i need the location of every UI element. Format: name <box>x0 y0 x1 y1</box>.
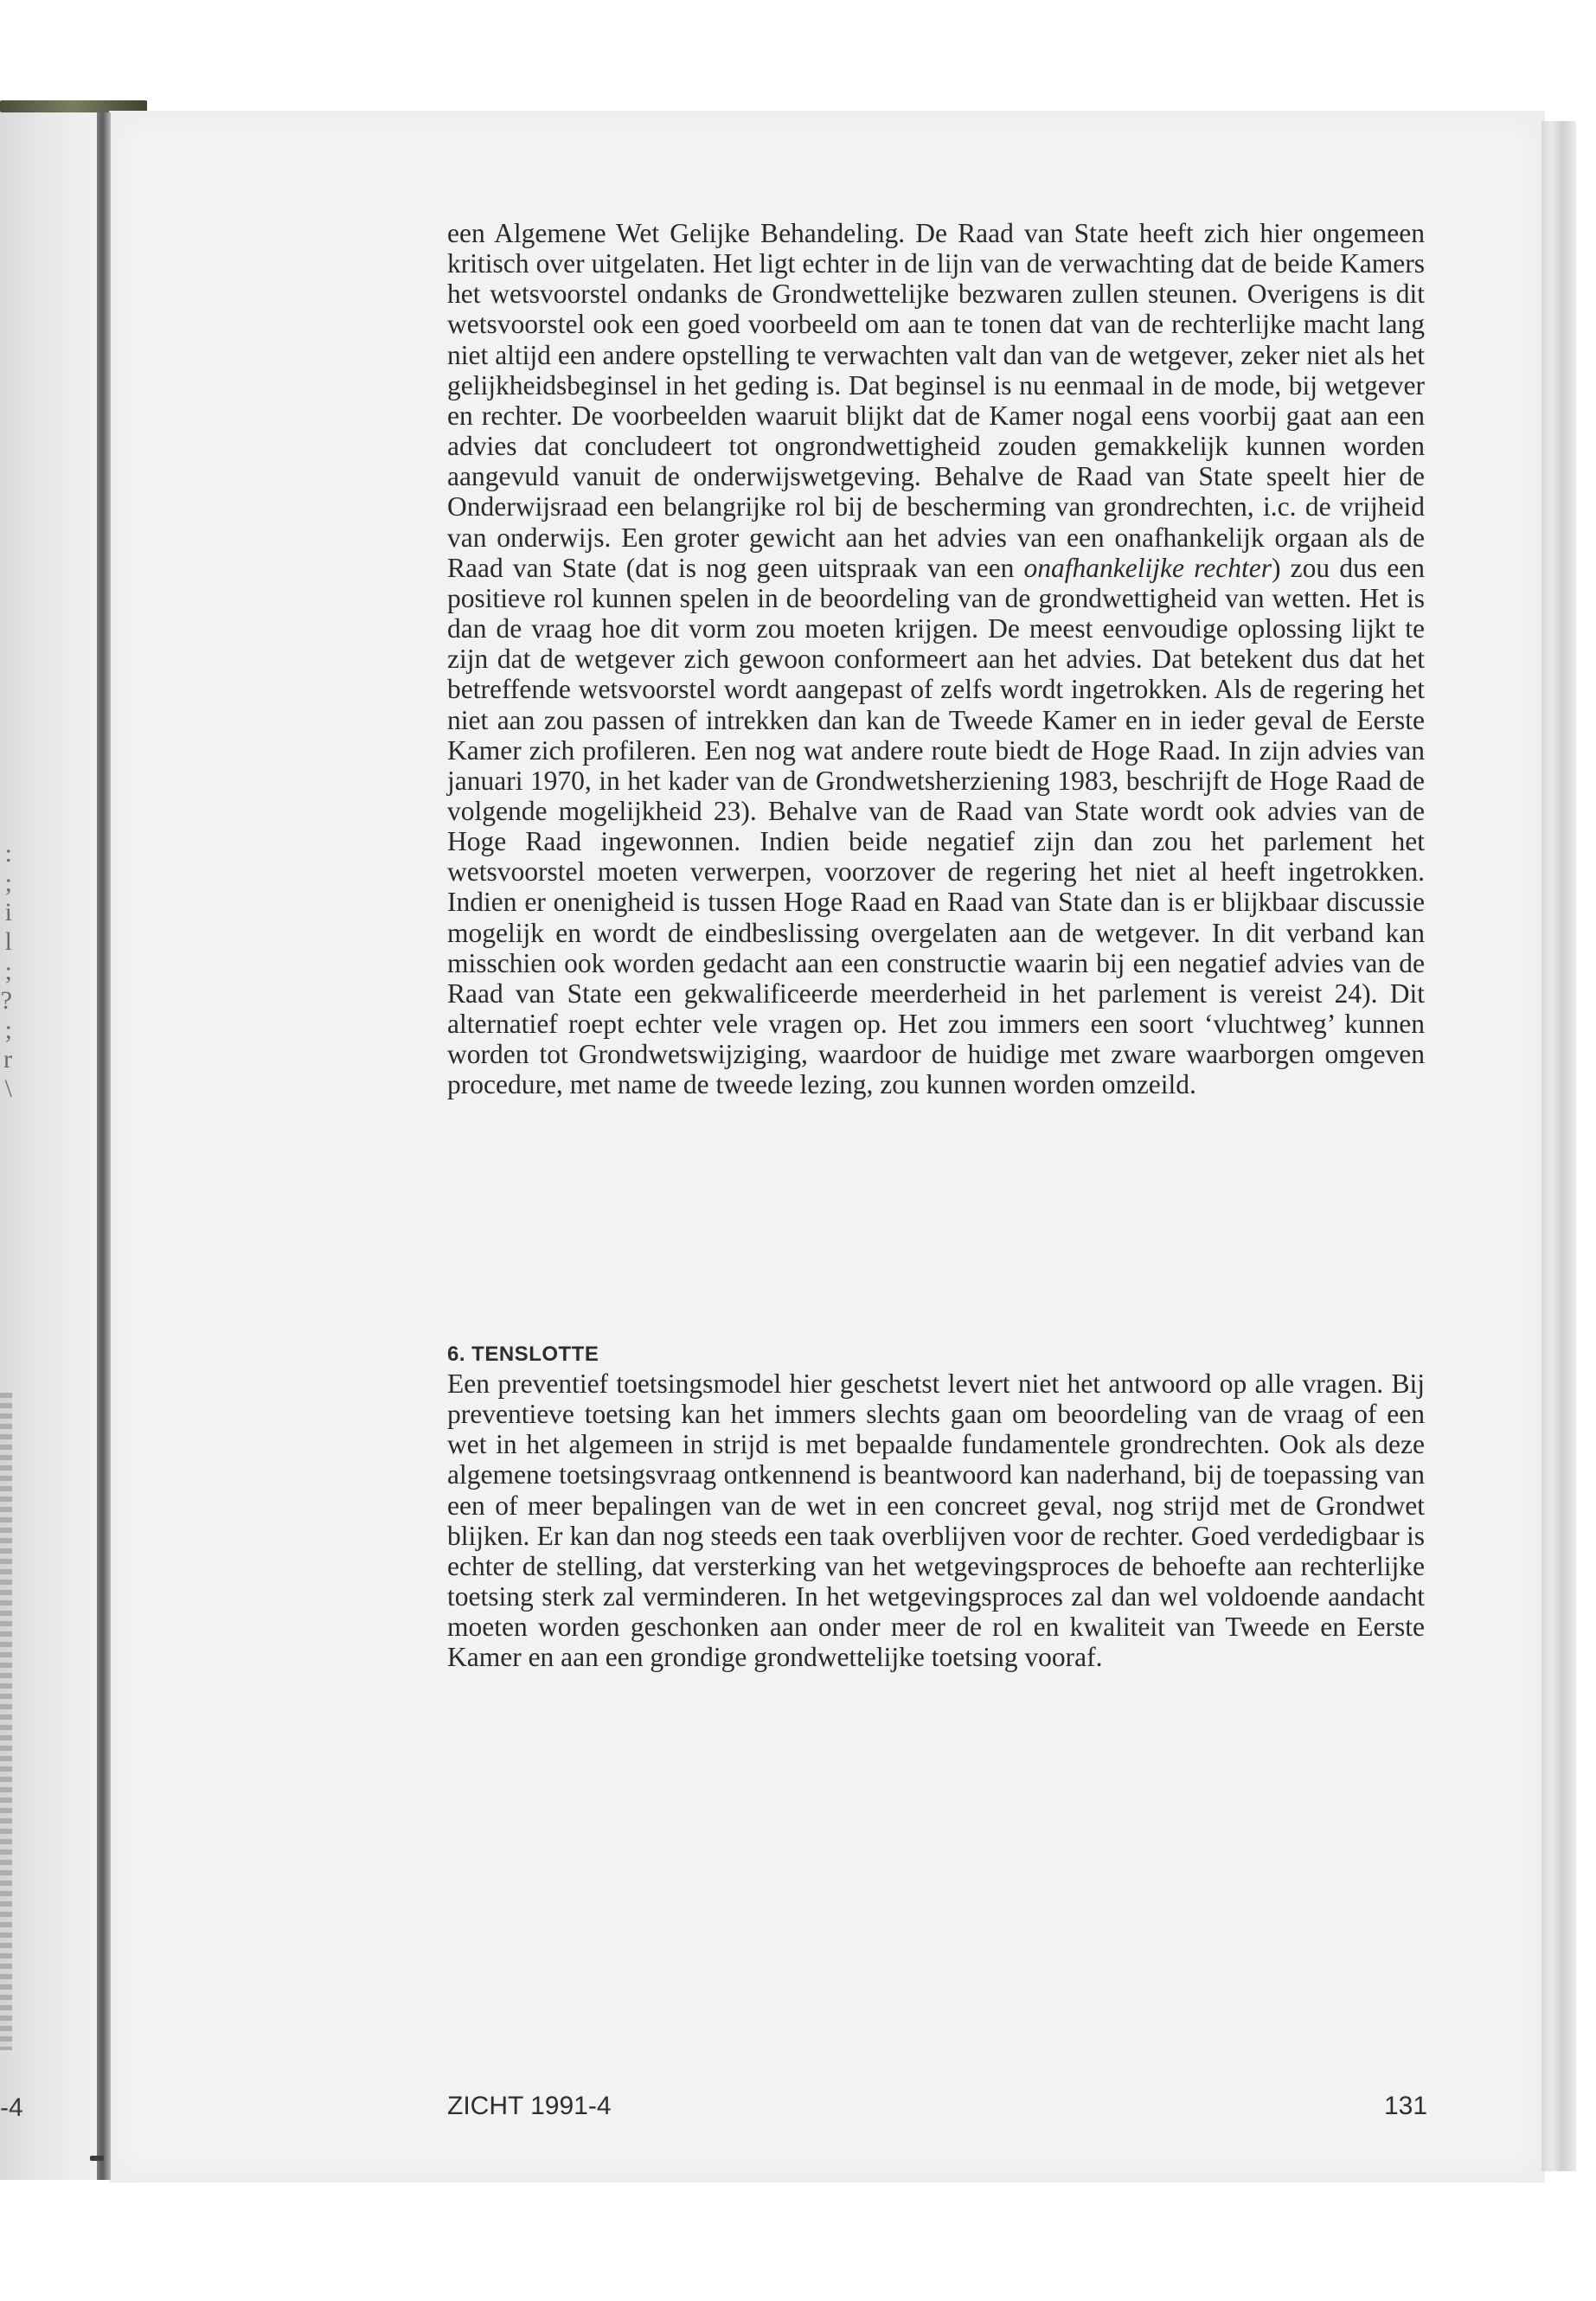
paragraph-text-cont: ) zou dus een positieve rol kunnen spelen in de beoordeling van de grondwettigheid van wetten. Het is dan de vraag hoe dit vorm zou moeten krijgen. De meest eenvoudige oplossing lijkt te zijn dat de wetgever zich gewoon conformeert aan het advies. Dat betekent dus dat het betreffende wetsvoorstel wordt aangepast of zelfs wordt ingetrokken. Als de regering het niet aan zou passen of intrekken dan kan de Tweede Kamer en in ieder geval de Eerste Kamer zich profileren. Een nog wat andere route biedt de Hoge Raad. In zijn advies van januari 1970, in het kader van de Grondwetsherziening 1983, beschrijft de Hoge Raad de volgende mogelijkheid 23). Behalve van de Raad van State wordt ook advies van de Hoge Raad ingewonnen. Indien beide negatief zijn dan zou het parlement het wetsvoorstel moeten verwerpen, voorzover de regering het niet al heeft ingetrokken. Indien er onenigheid is tussen Hoge Raad en Raad van State dan is er blijkbaar discussie mogelijk en wordt de eindbeslissing overgelaten aan de wetgever. In dit verband kan misschien ook worden gedacht aan een constructie waarin bij een negatief advies van de Raad van State een gekwalificeerde meerderheid in het parlement is vereist 24). Dit alternatief roept echter vele vragen op. Het zou immers een soort ‘vluchtweg’ kunnen worden tot Grondwetswijziging, waardoor de huidige met zware waarborgen omgeven procedure, met name de tweede lezing, zou kunnen worden omzeild. <box>447 552 1426 1100</box>
paragraph <box>447 218 1425 1100</box>
left-glyph: ; <box>4 1016 12 1044</box>
page-number: 131 <box>1384 2092 1428 2120</box>
left-glyph: r <box>3 1045 12 1074</box>
left-page-bars <box>0 1393 12 2050</box>
binding-mark <box>90 2156 104 2161</box>
left-glyph: \ <box>4 1074 12 1103</box>
left-glyph: l <box>4 927 12 956</box>
left-glyph: ; <box>4 957 12 985</box>
paragraph-italic: onafhankelijke rechter <box>1023 552 1272 583</box>
left-glyph: i <box>4 898 12 926</box>
section-heading: 6. TENSLOTTE <box>447 1343 599 1366</box>
page-right-edge <box>1542 121 1576 2171</box>
body-text-1 <box>447 218 1425 1100</box>
spine-shadow <box>97 112 111 2180</box>
body-text-2 <box>447 1368 1425 1673</box>
footer-journal: ZICHT 1991-4 <box>447 2092 612 2120</box>
paragraph-text: een Algemene Wet Gelijke Behandeling. De Raad van State heeft zich hier ongemeen kritisch over uitgelaten. Het ligt echter in de lijn van de verwachting dat de beide Kamers het wetsvoorstel ondanks de Grondwettelijke bezwaren zullen steunen. Overigens is dit wetsvoorstel ook een goed voorbeeld om aan te tonen dat van de rechterlijke macht lang niet altijd een andere opstelling te verwachten valt dan van de wetgever, zeker niet als het gelijkheidsbeginsel in het geding is. Dat beginsel is nu eenmaal in de mode, bij wetgever en rechter. De voorbeelden waaruit blijkt dat de Kamer nogal eens voorbij gaat aan een advies dat concludeert tot ongrondwettigheid zouden gemakkelijk kunnen worden aangevuld vanuit de onderwijswetgeving. Behalve de Raad van State speelt hier de Onderwijsraad een belangrijke rol bij de bescherming van grondrechten, i.c. de vrijheid van onderwijs. Een groter gewicht aan het advies van een onafhankelijk orgaan als de Raad van State (dat is nog geen uitspraak van een <box>447 218 1425 583</box>
left-page-text-fragments <box>0 839 12 1168</box>
left-page-fragment: -4 <box>0 2093 23 2122</box>
left-glyph: ; <box>4 868 12 897</box>
left-page-edge <box>0 112 102 2180</box>
left-glyph: : <box>4 839 12 868</box>
left-glyph: ? <box>0 986 12 1015</box>
paragraph: Een preventief toetsingsmodel hier geschetst levert niet het antwoord op alle vragen. Bij preventieve toetsing kan het immers slechts gaan om beoordeling van de vraag of een wet in het algemeen in strijd is met bepaalde fundamentele grondrechten. Ook als deze algemene toetsingsvraag ontkennend is beantwoord kan naderhand, bij de toepassing van een of meer bepalingen van de wet in een concreet geval, nog strijd met de Grondwet blijken. Er kan dan nog steeds een taak overblijven voor de rechter. Goed verdedigbaar is echter de stelling, dat versterking van het wetgevingsproces de behoefte aan rechterlijke toetsing sterk zal verminderen. In het wetgevingsproces zal dan wel voldoende aandacht moeten worden geschonken aan onder meer de rol en kwaliteit van Tweede en Eerste Kamer en aan een grondige grondwettelijke toetsing vooraf. <box>447 1368 1425 1673</box>
